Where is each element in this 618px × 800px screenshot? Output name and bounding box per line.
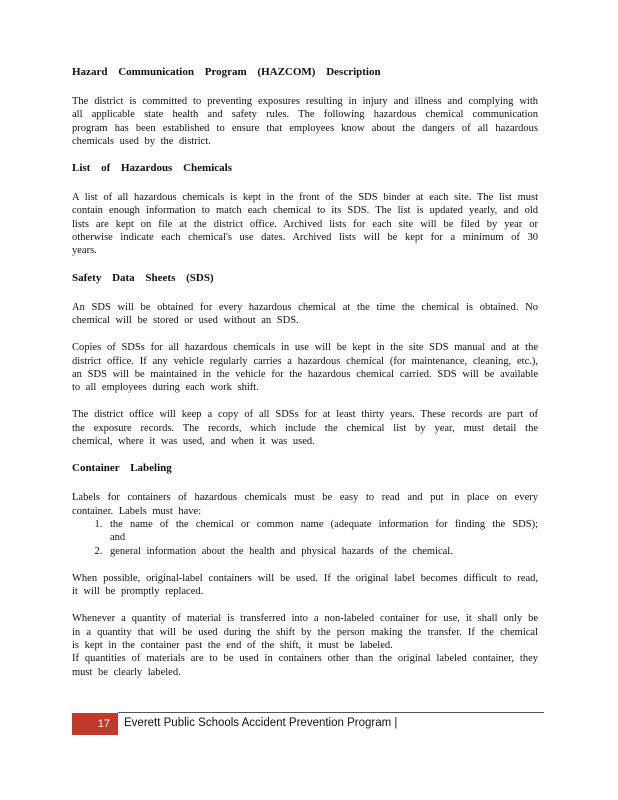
list-item: 2. general information about the health and physical hazards of the chemical. [108,545,538,558]
sds-paragraph-1: An SDS will be obtained for every hazardous chemical at the time the chemical is obtained. No chemical will be stored or used without an SDS. [72,301,538,326]
labeling-intro: Labels for containers of hazardous chemicals must be easy to read and put in place on every container. Labels must have: [72,492,538,517]
footer-title: Everett Public Schools Accident Prevention Program | [124,717,398,729]
list-item: 1. the name of the chemical or common name (adequate information for finding the SDS); and [108,518,538,545]
sds-paragraph-3: The district office will keep a copy of all SDSs for at least thirty years. These records are part of the exposure records. The records, which include the chemical list by year, must detail the chemical, where it was used, and when it was used. [72,409,538,448]
label-requirements-list [72,518,538,558]
footer-divider [118,712,544,713]
labeling-paragraph-3: If quantities of materials are to be used in containers other than the original labeled container, they must be clearly labeled. [72,653,538,678]
chemical-list-heading: List of Hazardous Chemicals [72,162,232,175]
sds-heading: Safety Data Sheets (SDS) [72,271,214,284]
page-footer [72,712,544,736]
chemical-list-paragraph: A list of all hazardous chemicals is kept in the front of the SDS binder at each site. The list must contain enough information to match each chemical to its SDS. The list is updated yearly, and old lists are kept on file at the district office. Archived lists for each site will be filed by year or otherwise indicate each chemical's use dates. Archived lists will be kept for a minimum of 30 years. [72,192,538,257]
page-number: 17 [72,713,118,735]
hazcom-paragraph: The district is committed to preventing exposures resulting in injury and illness and complying with all applicable state health and safety rules. The following hazardous chemical communication program has been established to ensure that employees know about the dangers of all hazardous chemicals used by the district. [72,96,538,147]
labeling-paragraph-2: Whenever a quantity of material is transferred into a non-labeled container for use, it shall only be in a quantity that will be used during the shift by the person making the transfer. If the chemical is kept in the container past the end of the shift, it must be labeled. [72,613,538,652]
document-body [72,66,538,693]
labeling-paragraph-1: When possible, original-label containers will be used. If the original label becomes difficult to read, it will be promptly replaced. [72,572,538,598]
hazcom-heading: Hazard Communication Program (HAZCOM) Description [72,66,381,78]
sds-paragraph-2: Copies of SDSs for all hazardous chemicals in use will be kept in the site SDS manual and at the district office. If any vehicle regularly carries a hazardous chemical (for maintenance, cleaning, etc.), an SDS will be maintained in the vehicle for the hazardous chemical carried. SDS will be available to all employees during each work shift. [72,342,538,394]
labeling-heading: Container Labeling [72,462,172,475]
